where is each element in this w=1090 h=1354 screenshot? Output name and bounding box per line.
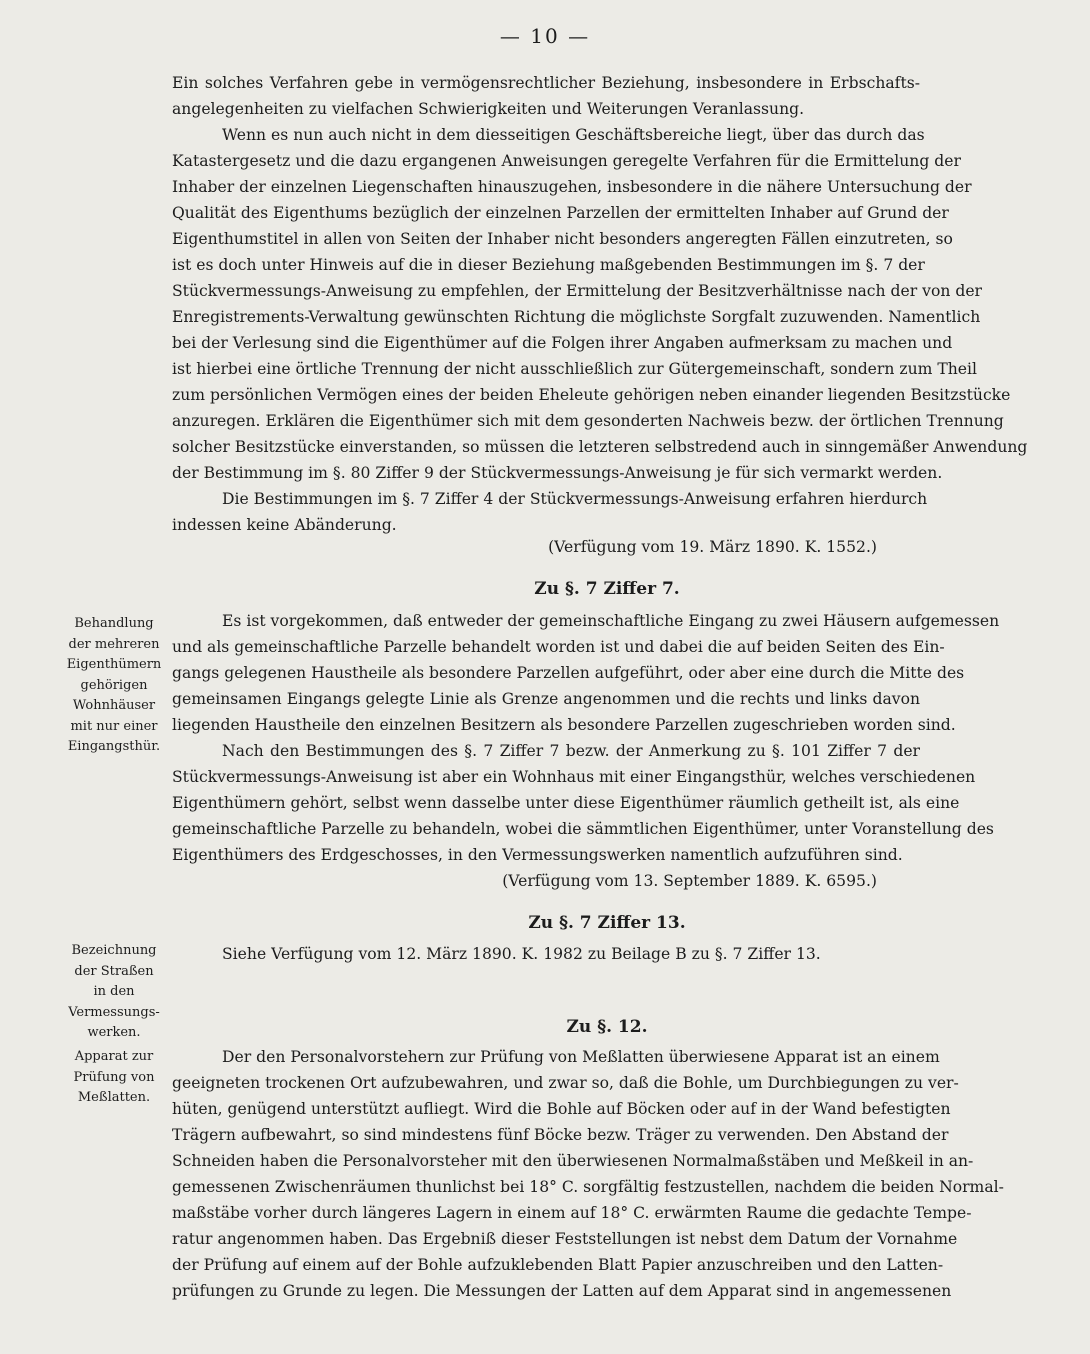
text-line: prüfungen zu Grunde zu legen. Die Messungen der Latten auf dem Apparat sind in angemessenen bbox=[172, 1282, 952, 1300]
section-heading: Zu §. 7 Ziffer 7. bbox=[534, 579, 680, 599]
text-line: Eigenthümers des Erdgeschosses, in den Vermessungswerken namentlich aufzuführen sind. bbox=[172, 846, 903, 864]
text-line: hüten, genügend unterstützt aufliegt. Wird die Bohle auf Böcken oder auf in der Wand befestigten bbox=[172, 1100, 951, 1118]
margin-note-line: Vermessungs- bbox=[68, 1004, 160, 1020]
text-line: ratur angenommen haben. Das Ergebniß dieser Feststellungen ist nebst dem Datum der Vornahme bbox=[172, 1230, 958, 1248]
margin-note-line: Bezeichnung bbox=[71, 943, 157, 958]
margin-note-line: Eingangsthür. bbox=[67, 739, 161, 754]
text-line: liegenden Haustheile den einzelnen Besitzern als besondere Parzellen zugeschrieben worden sind. bbox=[172, 716, 956, 734]
margin-note bbox=[44, 941, 184, 1044]
text-line: anzuregen. Erklären die Eigenthümer sich mit dem gesonderten Nachweis bezw. der örtlichen Trennung bbox=[172, 412, 1004, 430]
text-line: zum persönlichen Vermögen eines der beiden Eheleute gehörigen neben einander liegenden Besitzstücke bbox=[172, 386, 1011, 404]
margin-note-line: mit nur einer bbox=[70, 718, 158, 734]
text-line: bei der Verlesung sind die Eigenthümer auf die Folgen ihrer Angaben aufmerksam zu machen und bbox=[172, 334, 953, 352]
text-line: Wenn es nun auch nicht in dem diesseitigen Geschäftsbereiche liegt, über das durch das bbox=[222, 126, 925, 144]
margin-note-line: Eigenthümern bbox=[66, 657, 162, 672]
text-line: gemeinschaftliche Parzelle zu behandeln, wobei die sämmtlichen Eigenthümer, unter Voranstellung des bbox=[172, 820, 994, 838]
margin-note-line: der mehreren bbox=[68, 636, 160, 652]
text-line: Schneiden haben die Personalvorsteher mit den überwiesenen Normalmaßstäben und Meßkeil in an- bbox=[172, 1152, 974, 1170]
margin-note-line: Prüfung von bbox=[73, 1069, 155, 1085]
text-line: maßstäbe vorher durch längeres Lagern in einem auf 18° C. erwärmten Raume die gedachte Tempe- bbox=[172, 1204, 972, 1222]
text-line: gemessenen Zwischenräumen thunlichst bei 18° C. sorgfältig festzustellen, nachdem die beiden Normal- bbox=[172, 1178, 1004, 1196]
text-line: Es ist vorgekommen, daß entweder der gemeinschaftliche Eingang zu zwei Häusern aufgemessen bbox=[222, 612, 1000, 630]
text-line: Inhaber der einzelnen Liegenschaften hinauszugehen, insbesondere in die nähere Untersuchung der bbox=[172, 178, 972, 196]
text-line: geeigneten trockenen Ort aufzubewahren, und zwar so, daß die Bohle, um Durchbiegungen zu ver- bbox=[172, 1074, 959, 1092]
text-line: solcher Besitzstücke einverstanden, so müssen die letzteren selbstredend auch in sinngemäßer Anwendung bbox=[172, 438, 1028, 456]
text-line: Ein solches Verfahren gebe in vermögensrechtlicher Beziehung, insbesondere in Erbschafts- bbox=[172, 74, 920, 92]
text-line: der Bestimmung im §. 80 Ziffer 9 der Stückvermessungs-Anweisung je für sich vermarkt werden. bbox=[172, 464, 943, 482]
text-line: Stückvermessungs-Anweisung ist aber ein Wohnhaus mit einer Eingangsthür, welches verschiedenen bbox=[172, 768, 976, 786]
text-line: und als gemeinschaftliche Parzelle behandelt worden ist und dabei die auf beiden Seiten des Ein- bbox=[172, 638, 945, 656]
text-line: Der den Personalvorstehern zur Prüfung von Meßlatten überwiesene Apparat ist an einem bbox=[222, 1048, 940, 1066]
text-line: Stückvermessungs-Anweisung zu empfehlen, der Ermittelung der Besitzverhältnisse nach der von der bbox=[172, 282, 982, 300]
margin-note-line: in den bbox=[93, 984, 135, 999]
page-number: — 10 — bbox=[499, 24, 591, 48]
text-line: Katastergesetz und die dazu ergangenen Anweisungen geregelte Verfahren für die Ermittelung der bbox=[172, 152, 961, 170]
text-line: Qualität des Eigenthums bezüglich der einzelnen Parzellen der ermittelten Inhaber auf Grund der bbox=[172, 204, 949, 222]
section-heading: Zu §. 7 Ziffer 13. bbox=[528, 913, 686, 933]
text-line: indessen keine Abänderung. bbox=[172, 516, 397, 534]
text-line: Siehe Verfügung vom 12. März 1890. K. 1982 zu Beilage B zu §. 7 Ziffer 13. bbox=[222, 945, 821, 963]
text-line: Die Bestimmungen im §. 7 Ziffer 4 der Stückvermessungs-Anweisung erfahren hierdurch bbox=[222, 490, 928, 508]
citation: (Verfügung vom 13. September 1889. K. 6595.) bbox=[502, 872, 877, 890]
text-line: Enregistrements-Verwaltung gewünschten Richtung die möglichste Sorgfalt zuzuwenden. Namentlich bbox=[172, 308, 981, 326]
text-line: gangs gelegenen Haustheile als besondere Parzellen aufgeführt, oder aber eine durch die Mitte des bbox=[172, 664, 965, 682]
margin-note-line: gehörigen bbox=[80, 677, 148, 693]
margin-note bbox=[44, 614, 184, 758]
text-line: ist hierbei eine örtliche Trennung der nicht ausschließlich zur Gütergemeinschaft, sondern zum Theil bbox=[172, 360, 978, 378]
margin-note-line: Behandlung bbox=[74, 616, 154, 631]
text-line: Trägern aufbewahrt, so sind mindestens fünf Böcke bezw. Träger zu verwenden. Den Abstand der bbox=[172, 1126, 949, 1144]
section-heading: Zu §. 12. bbox=[566, 1017, 648, 1037]
text-line: Eigenthümern gehört, selbst wenn dasselbe unter diese Eigenthümer räumlich getheilt ist, als eine bbox=[172, 794, 960, 812]
text-line: gemeinsamen Eingangs gelegte Linie als Grenze angenommen und die rechts und links davon bbox=[172, 690, 920, 708]
text-line: ist es doch unter Hinweis auf die in dieser Beziehung maßgebenden Bestimmungen im §. 7 der bbox=[172, 256, 925, 274]
text-line: Nach den Bestimmungen des §. 7 Ziffer 7 bezw. der Anmerkung zu §. 101 Ziffer 7 der bbox=[222, 742, 920, 760]
margin-note-line: Wohnhäuser bbox=[72, 698, 156, 713]
text-line: Eigenthumstitel in allen von Seiten der Inhaber nicht besonders angeregten Fällen einzutreten, so bbox=[172, 230, 953, 248]
margin-note bbox=[44, 1047, 184, 1109]
text-line: angelegenheiten zu vielfachen Schwierigkeiten und Weiterungen Veranlassung. bbox=[172, 100, 805, 118]
citation: (Verfügung vom 19. März 1890. K. 1552.) bbox=[548, 538, 877, 556]
margin-note-line: der Straßen bbox=[74, 963, 154, 979]
margin-note-line: werken. bbox=[87, 1025, 141, 1040]
margin-note-line: Apparat zur bbox=[74, 1049, 154, 1064]
margin-note-line: Meßlatten. bbox=[77, 1090, 151, 1105]
text-line: der Prüfung auf einem auf der Bohle aufzuklebenden Blatt Papier anzuschreiben und den Latten- bbox=[172, 1256, 944, 1274]
